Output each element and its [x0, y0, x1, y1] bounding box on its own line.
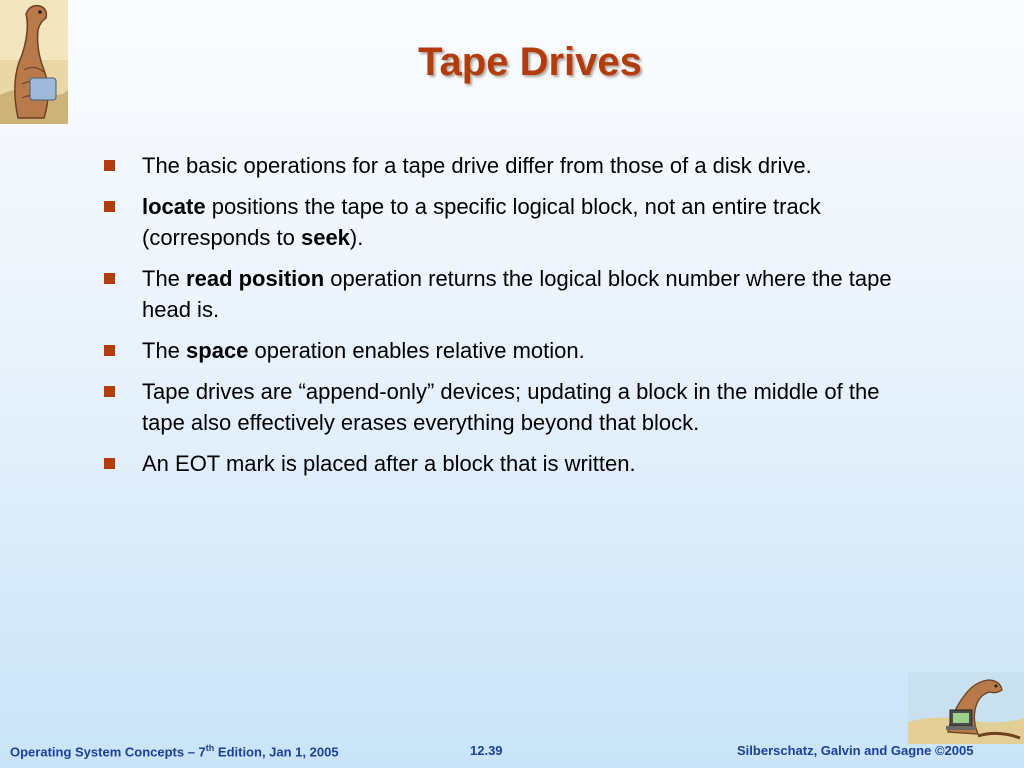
- keyword-seek: seek: [300, 225, 350, 250]
- dinosaur-laptop-icon: [908, 672, 1024, 744]
- bullet-list: [104, 150, 894, 489]
- bullet-item: locate positions the tape to a specific logical block, not an entire track (corresponds to seek).: [104, 191, 894, 253]
- footer-page-number: 12.39: [470, 743, 503, 758]
- bullet-item: The space operation enables relative motion.: [104, 335, 894, 366]
- bullet-item: Tape drives are “append-only” devices; updating a block in the middle of the tape also effectively erases everything beyond that block.: [104, 376, 894, 438]
- square-bullet-icon: [104, 386, 115, 397]
- keyword-space: space: [186, 338, 249, 363]
- bullet-item: The basic operations for a tape drive differ from those of a disk drive.: [104, 150, 894, 181]
- square-bullet-icon: [104, 345, 115, 356]
- footer-authors: Silberschatz, Galvin and Gagne ©2005: [737, 743, 974, 758]
- square-bullet-icon: [104, 458, 115, 469]
- keyword-read-position: read position: [186, 266, 325, 291]
- square-bullet-icon: [104, 201, 115, 212]
- bullet-item: An EOT mark is placed after a block that is written.: [104, 448, 894, 479]
- square-bullet-icon: [104, 273, 115, 284]
- bullet-item: The read position operation returns the logical block number where the tape head is.: [104, 263, 894, 325]
- footer-book-title: Operating System Concepts – 7th Edition, Jan 1, 2005: [10, 743, 339, 760]
- keyword-locate: locate: [142, 194, 206, 219]
- slide-title: Tape Drives: [418, 40, 642, 84]
- square-bullet-icon: [104, 160, 115, 171]
